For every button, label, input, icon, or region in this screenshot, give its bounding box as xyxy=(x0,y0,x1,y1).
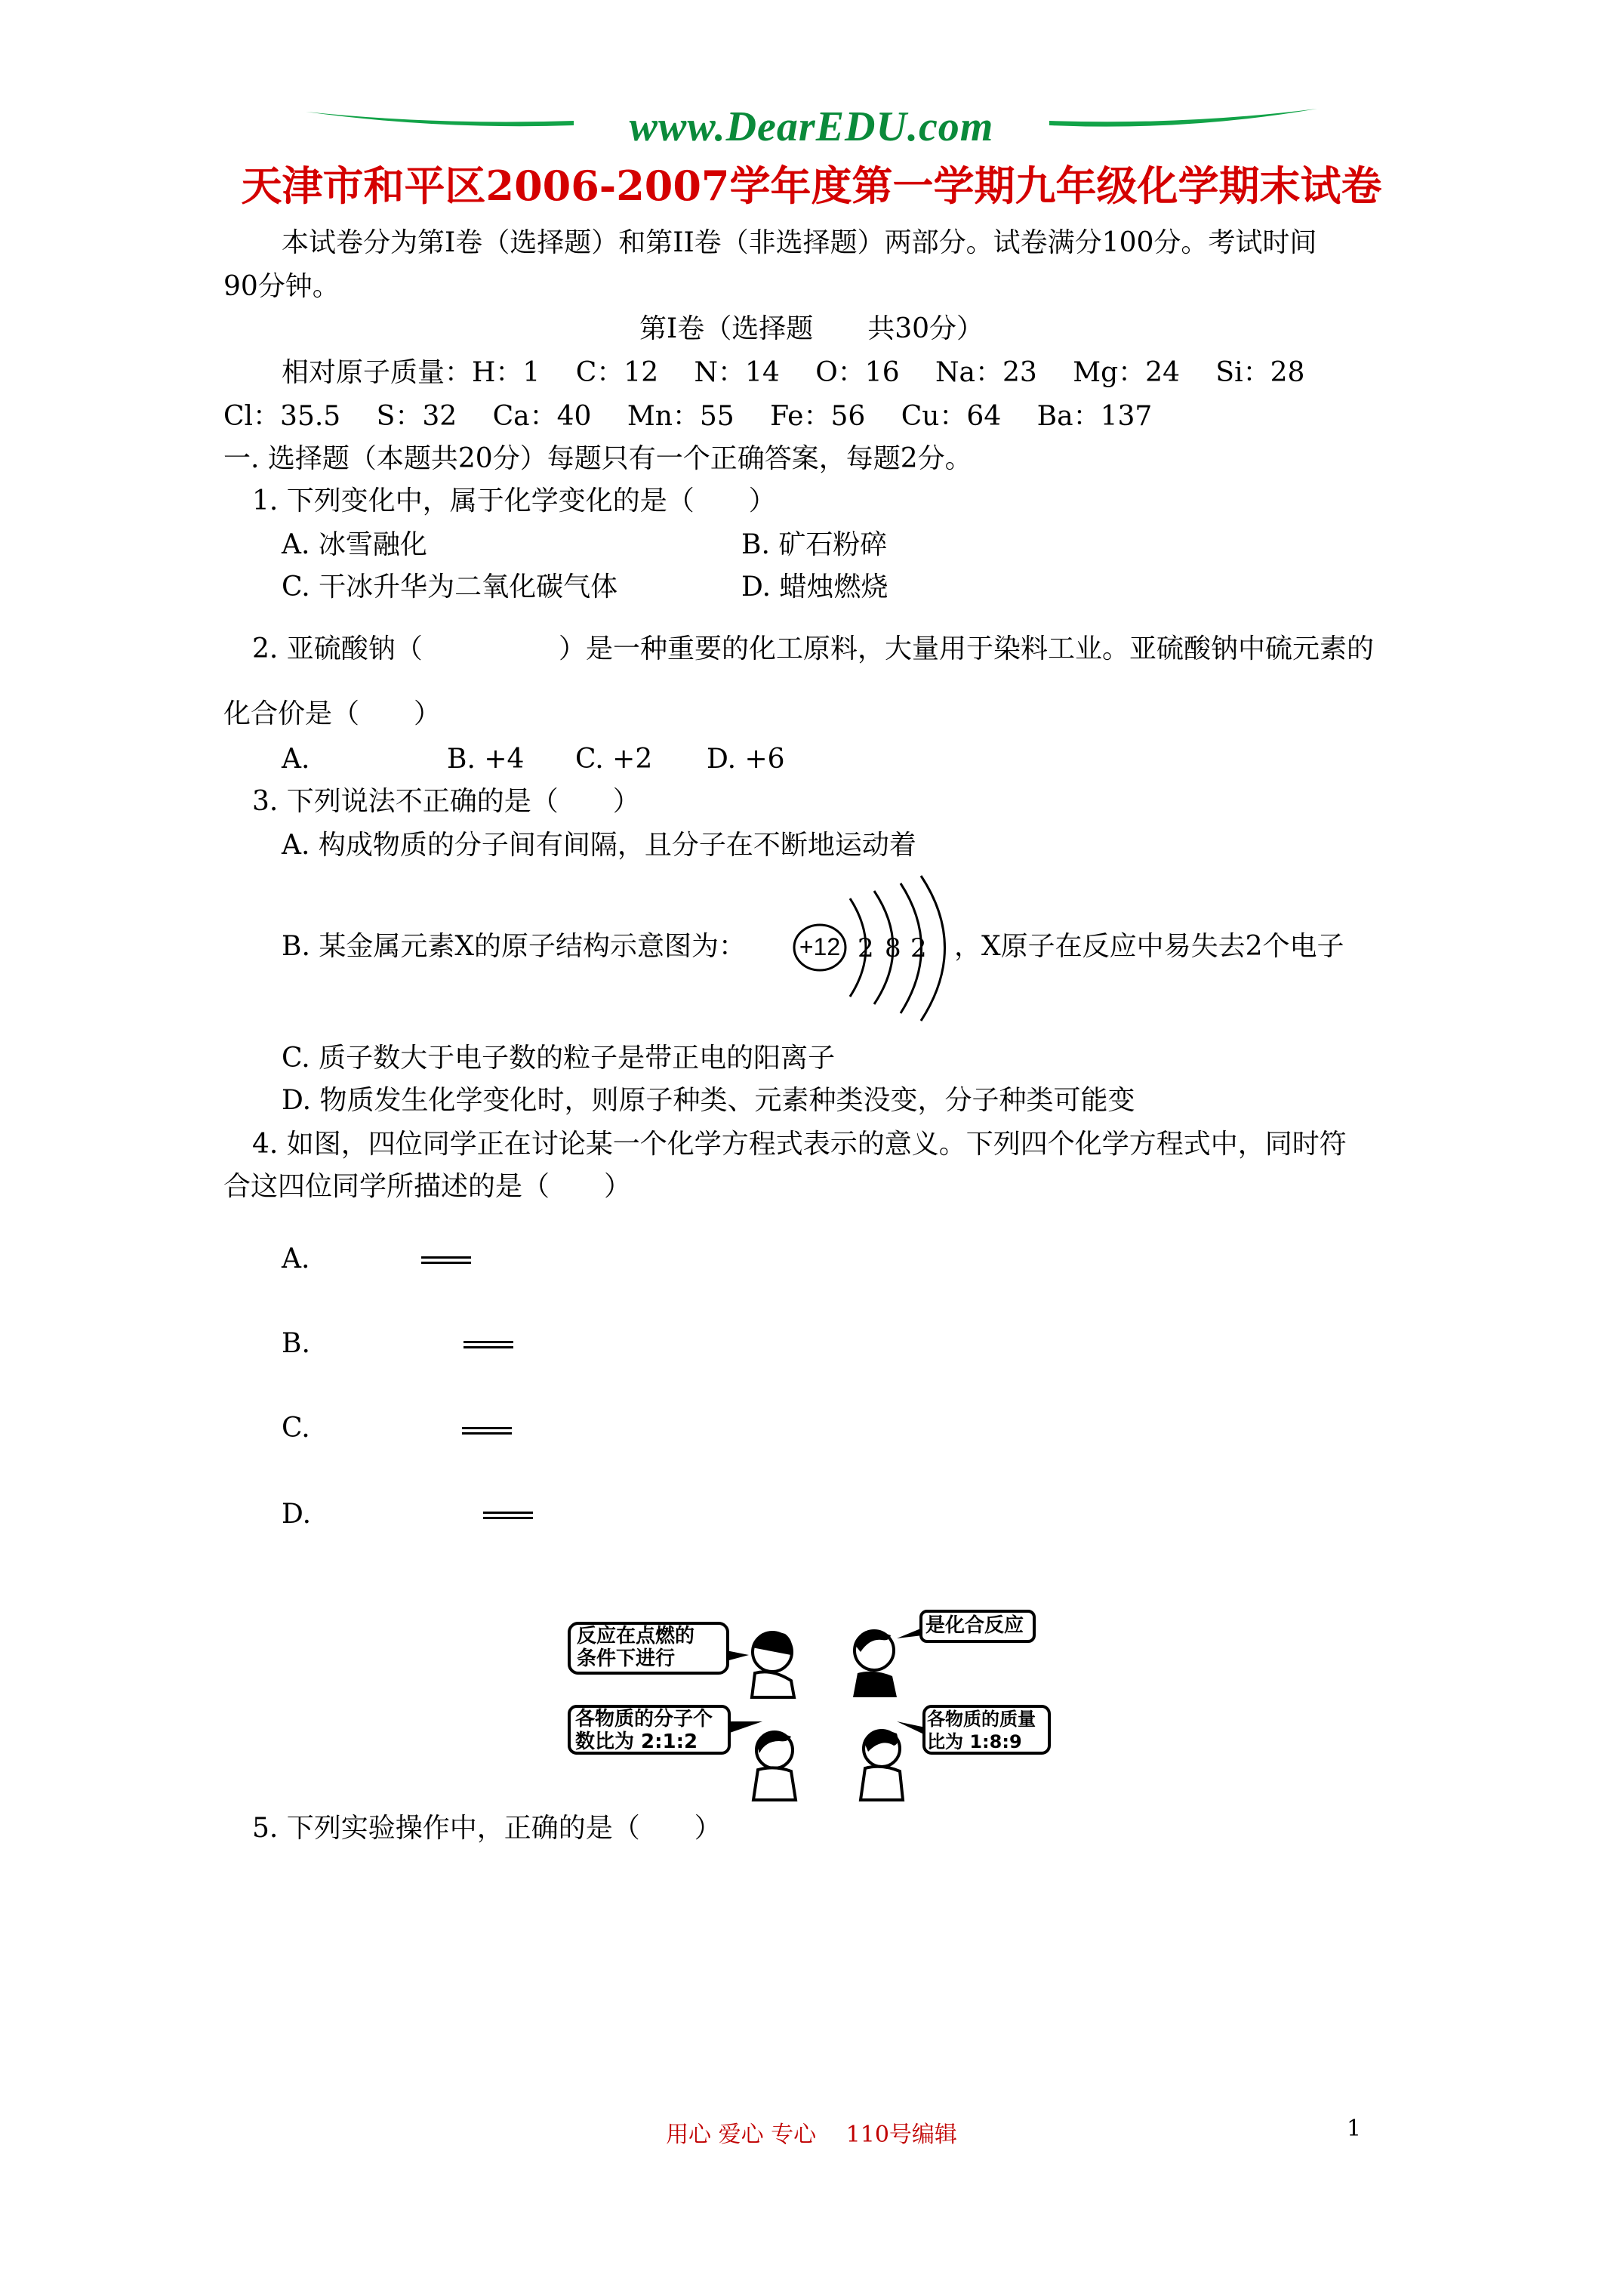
q1-option-a: A. 冰雪融化 xyxy=(282,529,427,560)
site-logo xyxy=(302,98,1321,155)
q3-option-d: D. 物质发生化学变化时，则原子种类、元素种类没变，分子种类可能变 xyxy=(282,1085,1135,1116)
q5-stem: 5. 下列实验操作中，正确的是（ ） xyxy=(252,1813,722,1844)
bubble-bottom-left-line2: 数比为 2:1:2 xyxy=(575,1730,698,1753)
q2-stem-part2: ）是一种重要的化工原料，大量用于染料工业。亚硫酸钠中硫元素的 xyxy=(559,633,1375,664)
q1-option-c: C. 干冰升华为二氧化碳气体 xyxy=(282,572,618,603)
page-title: 天津市和平区2006-2007学年度第一学期九年级化学期末试卷 xyxy=(241,162,1382,210)
intro-line1: 本试卷分为第Ⅰ卷（选择题）和第II卷（非选择题）两部分。试卷满分100分。考试时间 xyxy=(282,227,1317,258)
atom-nucleus-label: +12 xyxy=(799,933,841,960)
bubble-top-left-line2: 条件下进行 xyxy=(577,1647,676,1670)
equals-sign-icon xyxy=(462,1427,512,1435)
q3-stem: 3. 下列说法不正确的是（ ） xyxy=(252,786,640,817)
q2-stem-line2: 化合价是（ ） xyxy=(223,698,442,729)
q1-stem: 1. 下列变化中，属于化学变化的是（ ） xyxy=(252,485,776,516)
q2-option-d: D. +6 xyxy=(707,744,785,775)
atomic-mass-line1: 相对原子质量：H：1 C：12 N：14 O：16 Na：23 Mg：24 Si：28 xyxy=(282,357,1305,388)
atom-shell-2: 8 xyxy=(885,933,901,963)
q4-stem-line2: 合这四位同学所描述的是（ ） xyxy=(223,1171,632,1202)
site-url: www.DearEDU.com xyxy=(629,103,994,150)
bubble-top-right: 是化合反应 xyxy=(925,1614,1024,1637)
equals-sign-icon xyxy=(483,1512,533,1519)
q4-option-b: B. xyxy=(282,1328,310,1359)
section-heading: 第Ⅰ卷（选择题 共30分） xyxy=(639,313,984,344)
q4-option-a: A. xyxy=(282,1244,310,1274)
footer-text: 用心 爱心 专心 110号编辑 xyxy=(666,2122,957,2148)
q2-option-c: C. +2 xyxy=(575,744,653,775)
atomic-mass-line2: Cl：35.5 S：32 Ca：40 Mn：55 Fe：56 Cu：64 Ba：137 xyxy=(223,401,1153,432)
part-heading: 一. 选择题（本题共20分）每题只有一个正确答案，每题2分。 xyxy=(223,443,972,474)
atom-shell-3: 2 xyxy=(910,933,927,963)
bubble-bottom-right-line2: 比为 1:8:9 xyxy=(927,1731,1022,1752)
q3-option-b-part1: B. 某金属元素X的原子结构示意图为： xyxy=(282,931,746,962)
bubble-bottom-right-line1: 各物质的质量 xyxy=(927,1709,1036,1730)
q2-stem-part1: 2. 亚硫酸钠（ xyxy=(252,633,423,664)
page-number: 1 xyxy=(1347,2116,1362,2142)
atom-shell-1: 2 xyxy=(858,933,874,963)
equals-sign-icon xyxy=(421,1256,471,1264)
q4-stem-line1: 4. 如图，四位同学正在讨论某一个化学方程式表示的意义。下列四个化学方程式中，同时符 xyxy=(252,1129,1347,1160)
q2-option-a: A. xyxy=(282,744,310,775)
q3-option-a: A. 构成物质的分子间有间隔，且分子在不断地运动着 xyxy=(282,830,916,861)
equals-sign-icon xyxy=(463,1341,513,1348)
atom-structure-diagram xyxy=(791,868,965,1027)
bubble-bottom-left-line1: 各物质的分子个 xyxy=(575,1708,713,1730)
q4-option-d: D. xyxy=(282,1499,312,1530)
q1-option-b: B. 矿石粉碎 xyxy=(741,529,888,560)
q3-option-c: C. 质子数大于电子数的粒子是带正电的阳离子 xyxy=(282,1043,836,1074)
q4-option-c: C. xyxy=(282,1413,310,1444)
q2-option-b: B. +4 xyxy=(447,744,525,775)
q3-option-b-part2: ，X原子在反应中易失去2个电子 xyxy=(954,931,1344,962)
q1-option-d: D. 蜡烛燃烧 xyxy=(741,572,888,603)
bubble-top-left-line1: 反应在点燃的 xyxy=(577,1625,695,1647)
students-discussion-figure xyxy=(565,1608,1054,1806)
intro-line2: 90分钟。 xyxy=(223,271,340,302)
